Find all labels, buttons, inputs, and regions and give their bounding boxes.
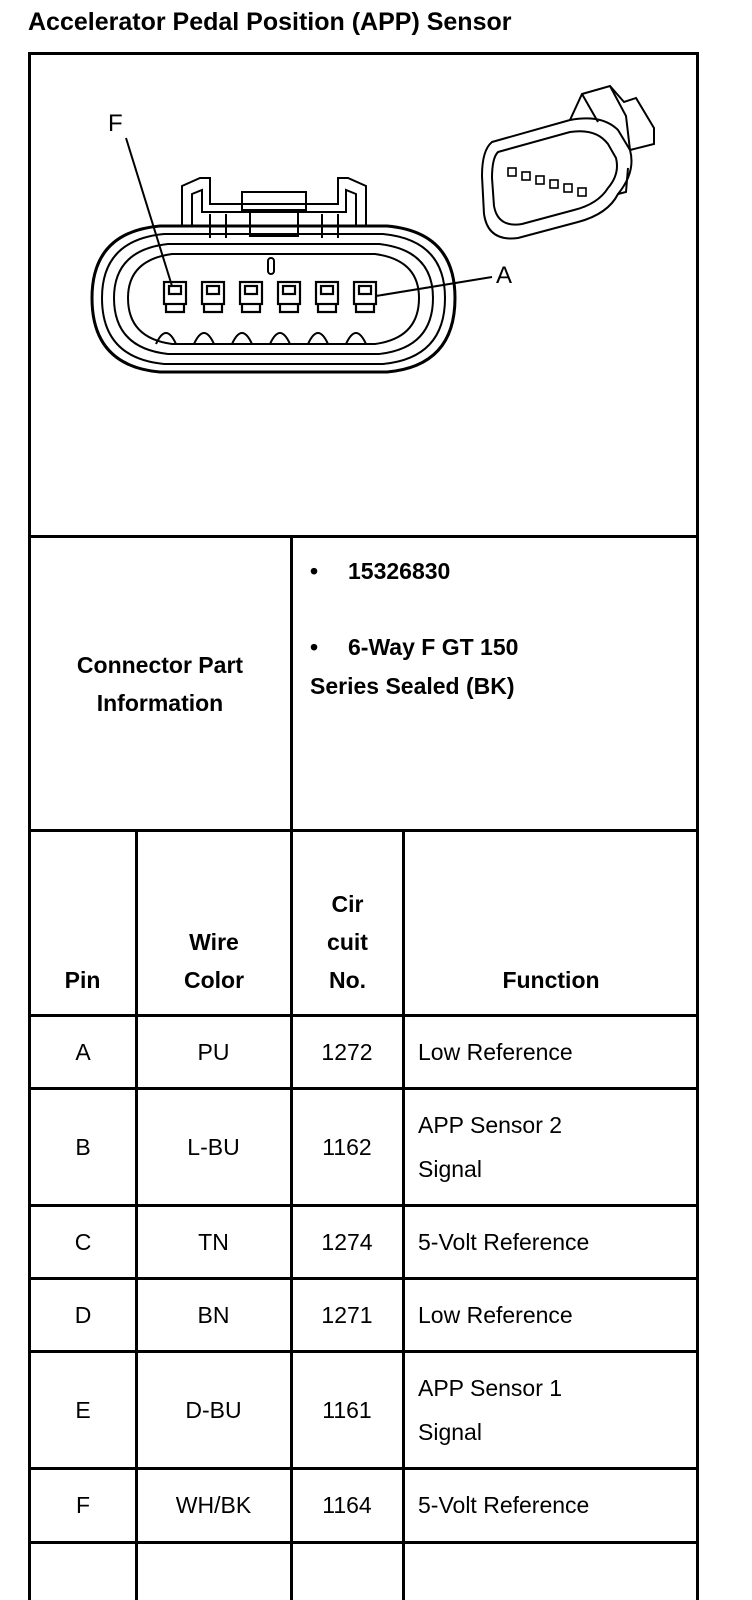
circuit-cell: 1162 [322, 1133, 372, 1160]
pin-cell: A [75, 1038, 91, 1065]
connector-diagram [30, 54, 697, 535]
connector-type-line2: Series Sealed (BK) [310, 673, 515, 699]
wire-color-cell: BN [197, 1301, 230, 1328]
header-wire-color [138, 923, 290, 999]
table-row [30, 1470, 697, 1540]
header-pin: Pin [64, 967, 101, 993]
wire-color-cell: WH/BK [175, 1491, 252, 1518]
part-number-bullet [310, 552, 450, 590]
circuit-cell: 1272 [321, 1038, 373, 1065]
pin-f-label: F [108, 110, 123, 137]
connector-info-label [30, 538, 290, 829]
table-row [30, 1090, 697, 1204]
circuit-cell: 1271 [321, 1301, 373, 1328]
header-circuit-line2: cuit [327, 929, 368, 955]
wire-color-cell: D-BU [185, 1396, 242, 1423]
header-function: Function [502, 967, 600, 993]
header-circuit-line3: No. [328, 967, 367, 993]
header-circuit-no [293, 885, 402, 999]
function-cell [418, 1207, 698, 1277]
pin-cell: E [75, 1396, 91, 1423]
connector-type-line1: 6-Way F GT 150 [348, 634, 519, 660]
circuit-cell: 1161 [322, 1396, 372, 1423]
function-line: Signal [418, 1419, 482, 1445]
function-line: APP Sensor 1 [418, 1375, 563, 1401]
wire-color-cell: PU [197, 1038, 230, 1065]
divider-info-bottom [28, 829, 699, 832]
function-line: 5-Volt Reference [418, 1229, 590, 1255]
pin-cell: C [74, 1228, 92, 1255]
function-cell [418, 1280, 698, 1350]
function-cell [418, 1017, 698, 1087]
table-row [30, 1207, 697, 1277]
header-circuit-line1: Cir [331, 891, 364, 917]
pin-cell: B [75, 1133, 91, 1160]
header-wire-line2: Color [183, 967, 245, 993]
function-line: Signal [418, 1156, 482, 1182]
connector-info-label-line1: Connector Part [76, 651, 244, 678]
table-row [30, 1353, 697, 1467]
table-row [30, 1017, 697, 1087]
pin-cell: F [75, 1491, 91, 1518]
connector-type-bullet [310, 628, 518, 666]
page-title: Accelerator Pedal Position (APP) Sensor [28, 8, 512, 36]
header-wire-line1: Wire [189, 929, 239, 955]
bullet-dot: • [310, 558, 319, 584]
function-line: 5-Volt Reference [418, 1492, 590, 1518]
circuit-cell: 1164 [322, 1491, 372, 1518]
function-line: APP Sensor 2 [418, 1112, 563, 1138]
bullet-dot: • [310, 634, 319, 660]
function-cell [418, 1090, 698, 1204]
table-border-bottom [28, 1541, 699, 1544]
wire-color-cell: L-BU [187, 1133, 240, 1160]
circuit-cell: 1274 [321, 1228, 373, 1255]
pin-cell: D [74, 1301, 92, 1328]
function-line: Low Reference [418, 1039, 573, 1065]
connector-info-label-line2: Information [96, 689, 224, 716]
wire-color-cell: TN [198, 1228, 229, 1255]
table-row [30, 1280, 697, 1350]
function-line: Low Reference [418, 1302, 573, 1328]
connector-face-drawing [30, 54, 697, 535]
function-cell [418, 1470, 698, 1540]
divider-info [290, 535, 293, 832]
pin-a-label: A [496, 262, 513, 289]
function-cell [418, 1353, 698, 1467]
part-number: 15326830 [348, 558, 451, 584]
